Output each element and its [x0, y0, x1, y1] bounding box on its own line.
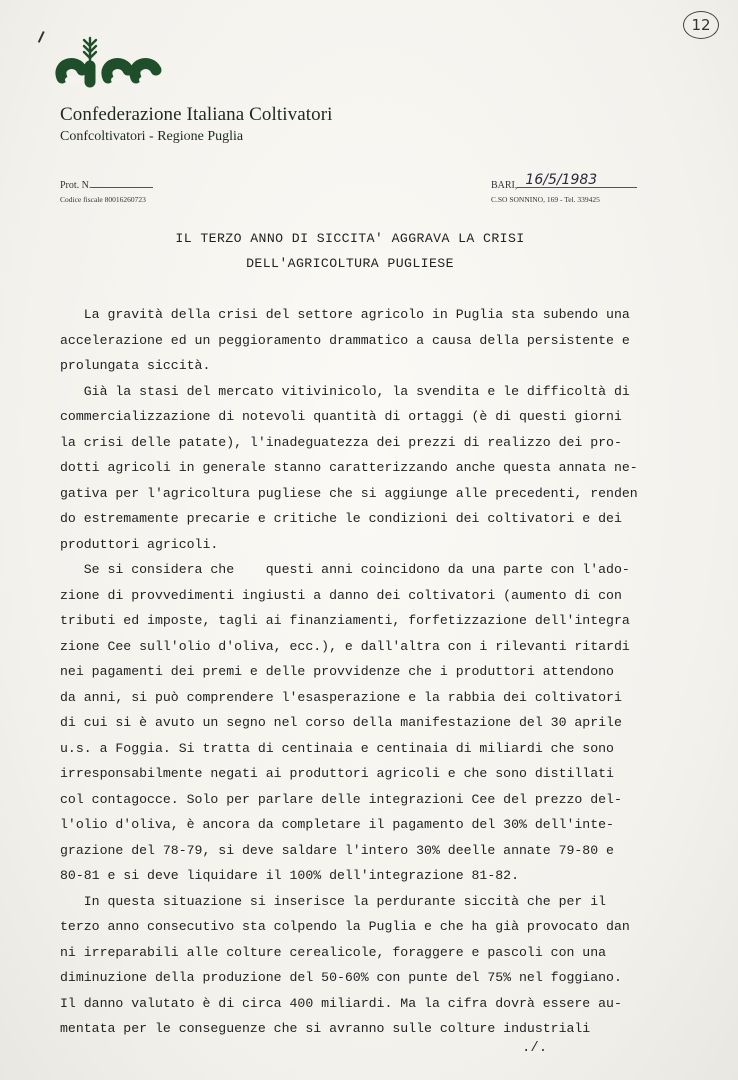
- body-line: u.s. a Foggia. Si tratta di centinaia e centinaia di miliardi che sono: [60, 740, 614, 756]
- body-line: dotti agricoli in generale stanno caratterizzando anche questa annata ne-: [60, 460, 638, 475]
- title-line-1: IL TERZO ANNO DI SICCITA' AGGRAVA LA CRISI: [175, 231, 525, 246]
- body-line: nei pagamenti dei premi e delle provvidenze che i produttori attendono: [60, 664, 614, 679]
- body-line: di cui si è avuto un segno nel corso della manifestazione del 30 aprile: [60, 715, 622, 730]
- body-line: gativa per l'agricoltura pugliese che si aggiunge alle precedenti, renden: [60, 485, 638, 501]
- organization-name: Confederazione Italiana Coltivatori: [60, 104, 333, 125]
- body-line: prolungata siccità.: [60, 358, 211, 373]
- body-line: l'olio d'oliva, è ancora da completare il pagamento del 30% dell'inte-: [60, 817, 614, 832]
- body-line: mentata per le conseguenze che si avranno sulle colture industriali: [60, 1021, 591, 1036]
- body-line: grazione del 78-79, si deve saldare l'intero 30% deelle annate 79-80 e: [60, 842, 614, 858]
- body-line: irresponsabilmente negati ai produttori agricoli e che sono distillati: [60, 766, 614, 781]
- letter-body: [60, 302, 700, 1042]
- handwritten-date: 16/5/1983: [525, 172, 598, 188]
- page-number-circle: 12: [683, 11, 719, 39]
- body-line: diminuzione della produzione del 50-60% con punte del 75% nel foggiano.: [60, 970, 622, 985]
- body-line: col contagocce. Solo per parlare delle integrazioni Cee del prezzo del-: [60, 791, 622, 807]
- body-line: do estremamente precarie e critiche le condizioni dei coltivatori e dei: [60, 511, 622, 526]
- continuation-mark: ./.: [522, 1040, 548, 1056]
- body-line: Già la stasi del mercato vitivinicolo, la svendita e le difficoltà di: [60, 383, 630, 399]
- body-line: Se si considera che questi anni coincidono da una parte con l'ado-: [60, 562, 630, 577]
- body-line: tributi ed imposte, tagli ai finanziamenti, forfetizzazione dell'integra: [60, 613, 630, 628]
- title-line-2: DELL'AGRICOLTURA PUGLIESE: [246, 256, 454, 271]
- date-line: [517, 172, 637, 188]
- body-line: zione Cee sull'olio d'oliva, ecc.), e dall'altra con i rilevanti ritardi: [60, 638, 630, 654]
- body-line: In questa situazione si inserisce la perdurante siccità che per il: [60, 893, 607, 909]
- body-line: terzo anno consecutivo sta colpendo la Puglia e che ha già provocato dan: [60, 919, 630, 934]
- body-line: La gravità della crisi del settore agricolo in Puglia sta subendo una: [60, 307, 630, 322]
- pen-mark: [38, 31, 49, 45]
- place-label: BARI,: [491, 180, 518, 191]
- body-line: ni irreparabili alle colture cerealicole, foraggere e pascoli con una: [60, 944, 607, 960]
- protocol-number: [60, 179, 153, 191]
- protocol-blank-line: [91, 179, 153, 188]
- body-line: commercializzazione di notevoli quantità di ortaggi (è di questi giorni: [60, 409, 622, 424]
- body-line: produttori agricoli.: [60, 536, 219, 552]
- fiscal-code: Codice fiscale 80016260723: [60, 195, 146, 204]
- body-line: la crisi delle patate), l'inadeguatezza dei prezzi di realizzo dei pro-: [60, 434, 622, 450]
- office-address: C.SO SONNINO, 169 - Tel. 339425: [491, 195, 600, 204]
- organization-subtitle: Confcoltivatori - Regione Puglia: [60, 129, 244, 144]
- body-line: Il danno valutato è di circa 400 miliardi. Ma la cifra dovrà essere au-: [60, 995, 622, 1011]
- cic-wheat-logo-icon: [52, 34, 170, 94]
- place-date: [491, 172, 637, 191]
- body-line: zione di provvedimenti ingiusti a danno dei coltivatori (aumento di con: [60, 587, 622, 603]
- body-line: accelerazione ed un peggioramento drammatico a causa della persistente e: [60, 332, 630, 348]
- body-line: da anni, si può comprendere l'esasperazione e la rabbia dei coltivatori: [60, 689, 622, 705]
- body-line: 80-81 e si deve liquidare il 100% dell'integrazione 81-82.: [60, 868, 519, 883]
- protocol-label: Prot. N.: [60, 180, 92, 191]
